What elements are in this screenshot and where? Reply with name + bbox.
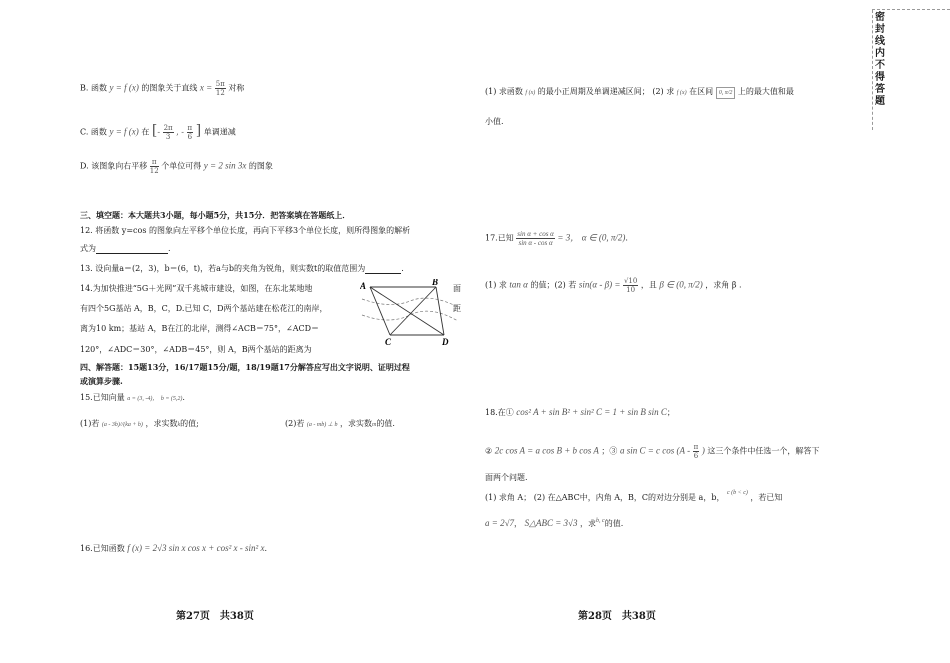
q15-part2: (2)若 (a - mb) ⊥ b ，求实数m的值. (285, 419, 395, 428)
option-c: C. 函数 y = f (x) 在 [- $\frac{2\pi}{3}$ , - $\frac{\pi}{6}$ ] 单调递减 (80, 122, 236, 141)
q17-stem: 17.已知 $\frac{\text{sin α + cos α}}{\text{sin α - cos α}}$ = 3， α ∈ (0, π/2). (485, 230, 628, 247)
q12-line1: 12. 将函数 y=cos 的图象向左平移个单位长度，再向下平移3个单位长度，则所得图象的解析 (80, 226, 411, 235)
q14-line1-tail: 面 (453, 284, 461, 293)
q18-line2: 面两个问题. (485, 473, 528, 482)
answer-blank[interactable] (96, 245, 168, 254)
q13: 13. 设向量a＝(2，3)，b＝(6，t)，若a与b的夹角为锐角，则实数t的取值范围为 . (80, 264, 404, 273)
fraction: $\frac{\text{sin α + cos α}}{\text{sin α - cos α}}$ (517, 230, 554, 247)
diagram-label-c: C (385, 337, 392, 347)
diagram-label-a: A (360, 281, 367, 291)
q14-line3: 离为10 km；基站 A，B在江的北岸，测得∠ACB＝75°，∠ACD＝ (80, 324, 320, 333)
diagram-label-b: B (432, 279, 439, 287)
q18-conditions: ② 2c cos A = a cos B + b cos A ；③ a sin C = c cos (A - $\frac{\pi}{6}$ ) 这三个条件中任选一个，解答下 (485, 443, 820, 460)
q14-diagram (360, 279, 460, 349)
page-footer-left: 第27页 共38页 (176, 611, 254, 622)
fraction: $\frac{2\pi}{3}$ (163, 124, 173, 141)
q16-stem: 16.已知函数 f (x) = 2√3 sin x cos x + cos² x - sin² x. (80, 543, 268, 553)
q16-parts-line2: 小值. (485, 117, 504, 126)
q18-part1: (1) 求角 A； (2) 在△ABC中，内角 A，B，C的对边分别是 a，b， $^{c (b < c)}$ ，若已知 (485, 490, 783, 502)
page-footer-right: 第28页 共38页 (578, 611, 656, 622)
fraction: $\frac{5\pi}{12}$ (215, 80, 225, 97)
q15-title: 15.已知向量 a = (3, -4)， b = (5,2). (80, 393, 185, 402)
q14-line2-tail: 距 (453, 304, 461, 313)
section-4-line1: 四、解答题：15题13分，16/17题15分/题，18/19题17分解答应写出文字说明、证明过程 (80, 362, 410, 372)
section-3-heading: 三、填空题：本大题共3小题，每小题5分，共15分．把答案填在答题纸上． (80, 210, 351, 220)
seal-dash-top (872, 9, 950, 10)
fraction: $\frac{\pi}{6}$ (187, 124, 193, 141)
q17-parts: (1) 求 tan α 的值；(2) 若 sin(α - β) = $\frac{√10}{10}$ ，且 β ∈ (0, π/2) ，求角 β . (485, 277, 742, 294)
q16-parts: (1) 求函数 f (x) 的最小正周期及单调递减区间； (2) 求 f (x) 在区间 0, π/2 上的最大值和最 (485, 86, 794, 99)
fraction: $\frac{√10}{10}$ (623, 277, 638, 294)
seal-text: 密封线内不得答题 (875, 12, 885, 107)
q14-line1: 14.为加快推进“5G＋光网”双千兆城市建设，如图，在东北某地地 (80, 284, 313, 293)
option-d: D. 该图象向右平移 $\frac{\pi}{12}$ 个单位可得 y = 2 sin 3x 的图象 (80, 158, 273, 175)
q14-line2: 有四个5G基站 A，B，C，D.已知 C，D两个基站建在松花江的南岸， (80, 304, 328, 313)
answer-blank[interactable] (365, 265, 401, 274)
seal-line (872, 10, 874, 130)
q15-part1: (1)若 (a - 3b)//(ka + b) ，求实数k的值; (80, 419, 199, 428)
q18-stem: 18.在① cos² A + sin B² + sin² C = 1 + sin B sin C； (485, 407, 675, 417)
q12-line2: 式为 . (80, 244, 171, 253)
q14-line4: 120°，∠ADC＝30°，∠ADB＝45°，则 A，B两个基站的距离为 (80, 345, 312, 354)
option-b: B. 函数 y = f (x) 的图象关于直线 x = $\frac{5\pi}{12}$ 对称 (80, 80, 245, 97)
fraction: $\frac{\pi}{12}$ (149, 158, 159, 175)
q18-part2: a = 2√7， S△ABC = 3√3 ，求$^{b, c}$的值. (485, 518, 624, 528)
diagram-label-d: D (442, 337, 449, 347)
fraction: $\frac{\pi}{6}$ (693, 443, 699, 460)
section-4-line2: 或演算步骤. (80, 376, 123, 386)
